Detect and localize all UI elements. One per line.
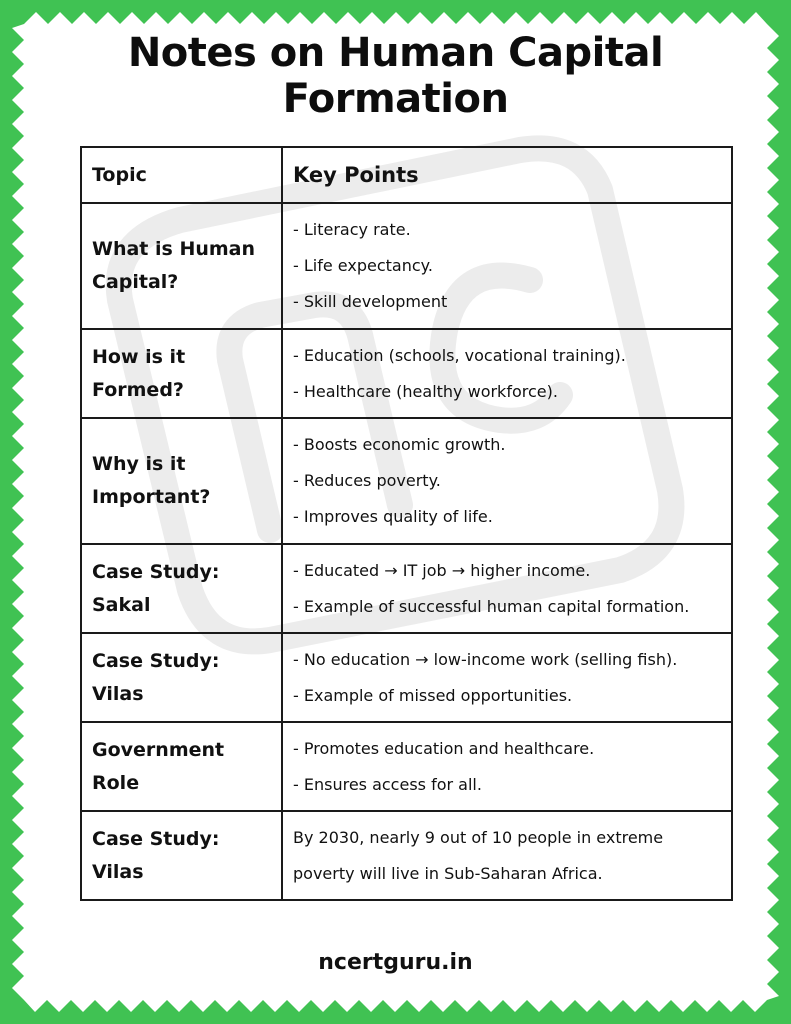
row-topic	[81, 811, 282, 900]
key-point: - Education (schools, vocational training).	[293, 345, 626, 365]
key-point: - Reduces poverty.	[293, 471, 441, 490]
topic-line: Vilas	[92, 682, 144, 705]
key-point: - Healthcare (healthy workforce).	[293, 381, 558, 401]
title-line-1: Notes on Human Capital	[127, 30, 664, 76]
topic-line: Government Role	[92, 738, 225, 794]
row-topic	[81, 544, 282, 633]
table-row	[81, 811, 732, 900]
row-topic	[81, 418, 282, 544]
row-topic	[81, 203, 282, 329]
row-topic	[81, 329, 282, 418]
table-row	[81, 633, 732, 722]
topic-line: Case Study:	[92, 560, 220, 583]
key-point: - Improves quality of life.	[293, 507, 493, 526]
key-point: - Literacy rate.	[293, 220, 411, 239]
topic-line: Why is it	[92, 453, 186, 475]
topic-line: What is Human	[92, 238, 256, 260]
topic-line: Formed?	[92, 378, 184, 401]
topic-line: How is it	[92, 345, 186, 368]
key-point: - Boosts economic growth.	[293, 435, 506, 454]
row-key-points	[282, 544, 732, 633]
notes-table	[80, 146, 733, 901]
row-key-points	[282, 203, 732, 329]
header-key-points: Key Points	[282, 147, 732, 203]
key-point: - No education → low-income work (selling fish).	[293, 649, 678, 669]
page-title	[60, 30, 731, 122]
table-row	[81, 418, 732, 544]
topic-line: Vilas	[92, 860, 144, 883]
row-key-points	[282, 811, 732, 900]
topic-line: Important?	[92, 486, 211, 508]
row-key-points	[282, 722, 732, 811]
key-point: - Example of successful human capital formation.	[293, 596, 690, 616]
topic-line: Sakal	[92, 593, 151, 616]
row-key-points	[282, 329, 732, 418]
row-topic	[81, 633, 282, 722]
key-point: - Educated → IT job → higher income.	[293, 560, 591, 580]
table-row	[81, 722, 732, 811]
topic-line: Capital?	[92, 271, 179, 293]
key-point: By 2030, nearly 9 out of 10 people in extreme	[293, 827, 664, 847]
key-point: - Promotes education and healthcare.	[293, 738, 595, 758]
site-footer-url: ncertguru.in	[318, 950, 473, 975]
key-point: poverty will live in Sub-Saharan Africa.	[293, 863, 603, 883]
table-header-row	[81, 147, 732, 203]
table-row	[81, 329, 732, 418]
row-topic	[81, 722, 282, 811]
row-key-points	[282, 633, 732, 722]
table-row	[81, 544, 732, 633]
title-line-2: Formation	[282, 76, 509, 122]
key-point: - Ensures access for all.	[293, 774, 482, 794]
table-row	[81, 203, 732, 329]
key-point: - Life expectancy.	[293, 256, 433, 275]
topic-line: Case Study:	[92, 649, 220, 672]
key-point: - Example of missed opportunities.	[293, 685, 573, 705]
topic-line: Case Study:	[92, 827, 220, 850]
header-topic: Topic	[81, 147, 282, 203]
key-point: - Skill development	[293, 292, 448, 311]
row-key-points	[282, 418, 732, 544]
